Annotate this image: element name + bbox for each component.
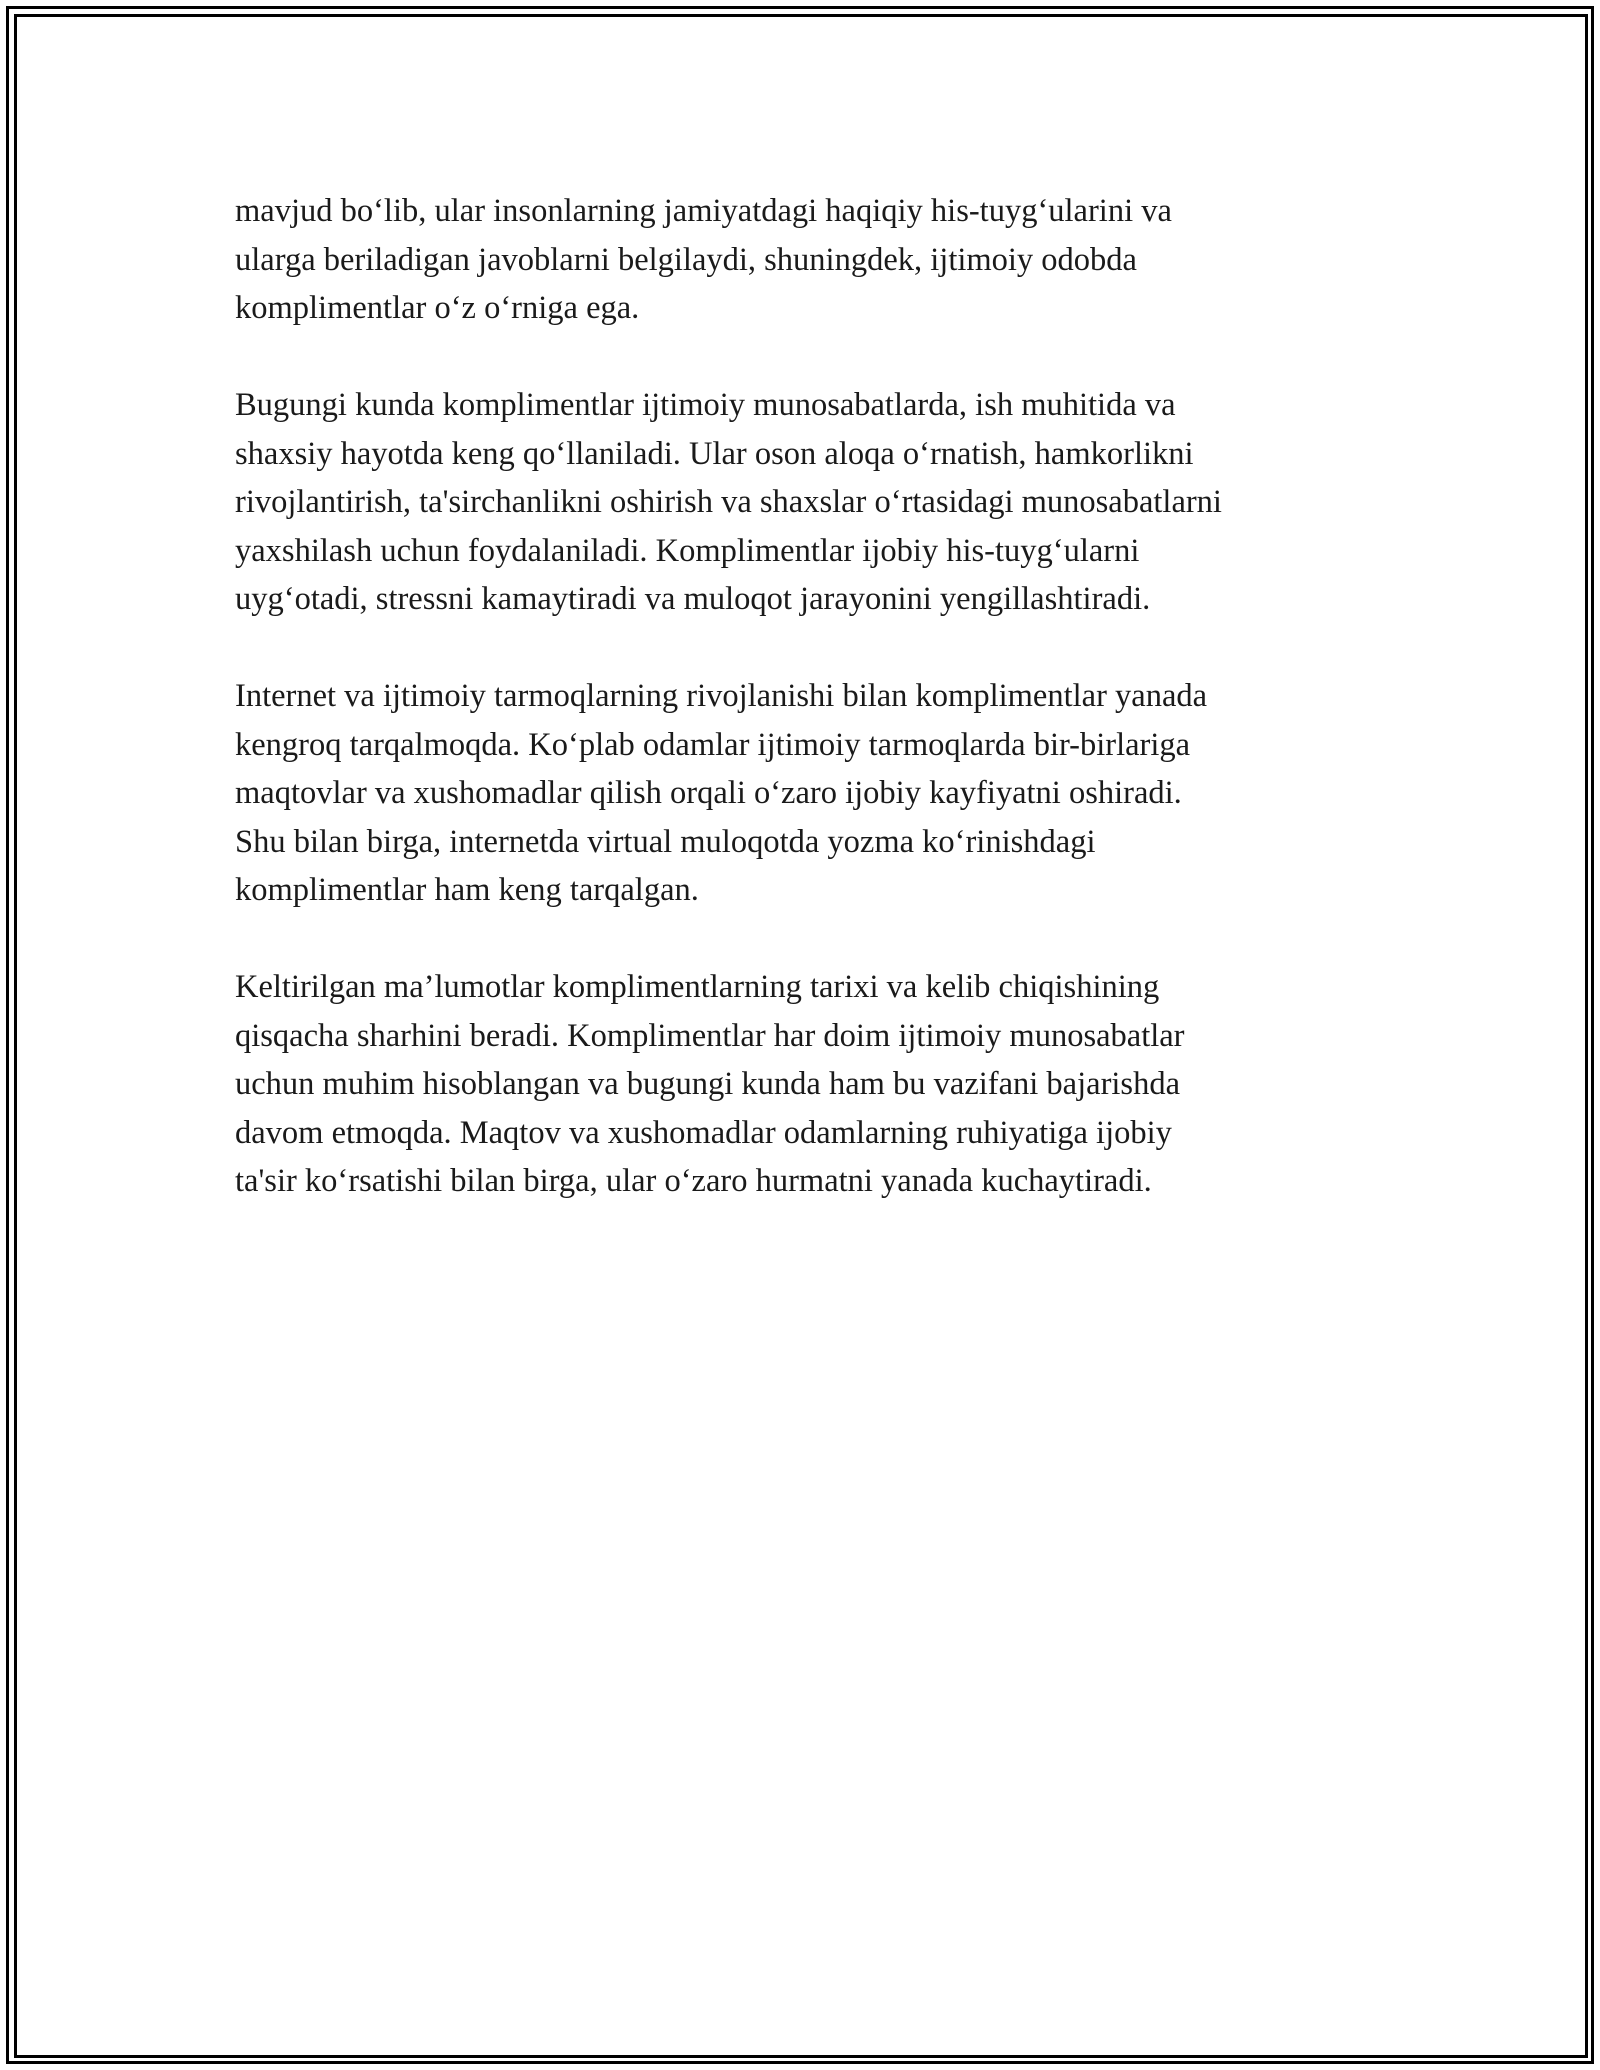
text-line: Internet va ijtimoiy tarmoqlarning rivojlanishi bilan komplimentlar yanada xyxy=(235,678,1208,714)
text-line: maqtovlar va xushomadlar qilish orqali o‘zaro ijobiy kayfiyatni oshiradi. xyxy=(235,775,1182,811)
text-line: Keltirilgan ma’lumotlar komplimentlarning tarixi va kelib chiqishining xyxy=(235,969,1160,1005)
text-line: uyg‘otadi, stressni kamaytiradi va muloqot jarayonini yengillashtiradi. xyxy=(235,581,1151,617)
text-line: yaxshilash uchun foydalaniladi. Komplimentlar ijobiy his-tuyg‘ularni xyxy=(235,532,1140,569)
text-line: Shu bilan birga, internetda virtual muloqotda yozma ko‘rinishdagi xyxy=(235,823,1096,860)
document-body xyxy=(235,187,1385,1254)
paragraph-3 xyxy=(235,672,1385,915)
text-line: ta'sir ko‘rsatishi bilan birga, ular o‘zaro hurmatni yanada kuchaytiradi. xyxy=(235,1163,1152,1199)
text-line: rivojlantirish, ta'sirchanlikni oshirish va shaxslar o‘rtasidagi munosabatlarni xyxy=(235,484,1222,520)
text-line: Bugungi kunda komplimentlar ijtimoiy munosabatlarda, ish muhitida va xyxy=(235,387,1176,423)
text-line: komplimentlar ham keng tarqalgan. xyxy=(235,872,699,908)
text-line: qisqacha sharhini beradi. Komplimentlar har doim ijtimoiy munosabatlar xyxy=(235,1017,1185,1054)
text-line: komplimentlar o‘z o‘rniga ega. xyxy=(235,290,640,326)
text-line: ularga beriladigan javoblarni belgilaydi, shuningdek, ijtimoiy odobda xyxy=(235,241,1137,278)
paragraph-4 xyxy=(235,963,1385,1206)
paragraph-1 xyxy=(235,187,1385,333)
text-line: mavjud bo‘lib, ular insonlarning jamiyatdagi haqiqiy his-tuyg‘ularini va xyxy=(235,193,1172,229)
text-line: uchun muhim hisoblangan va bugungi kunda ham bu vazifani bajarishda xyxy=(235,1066,1180,1102)
text-line: kengroq tarqalmoqda. Ko‘plab odamlar ijtimoiy tarmoqlarda bir-birlariga xyxy=(235,726,1191,763)
text-line: shaxsiy hayotda keng qo‘llaniladi. Ular oson aloqa o‘rnatish, hamkorlikni xyxy=(235,435,1194,472)
paragraph-2 xyxy=(235,381,1385,624)
text-line: davom etmoqda. Maqtov va xushomadlar odamlarning ruhiyatiga ijobiy xyxy=(235,1114,1172,1151)
